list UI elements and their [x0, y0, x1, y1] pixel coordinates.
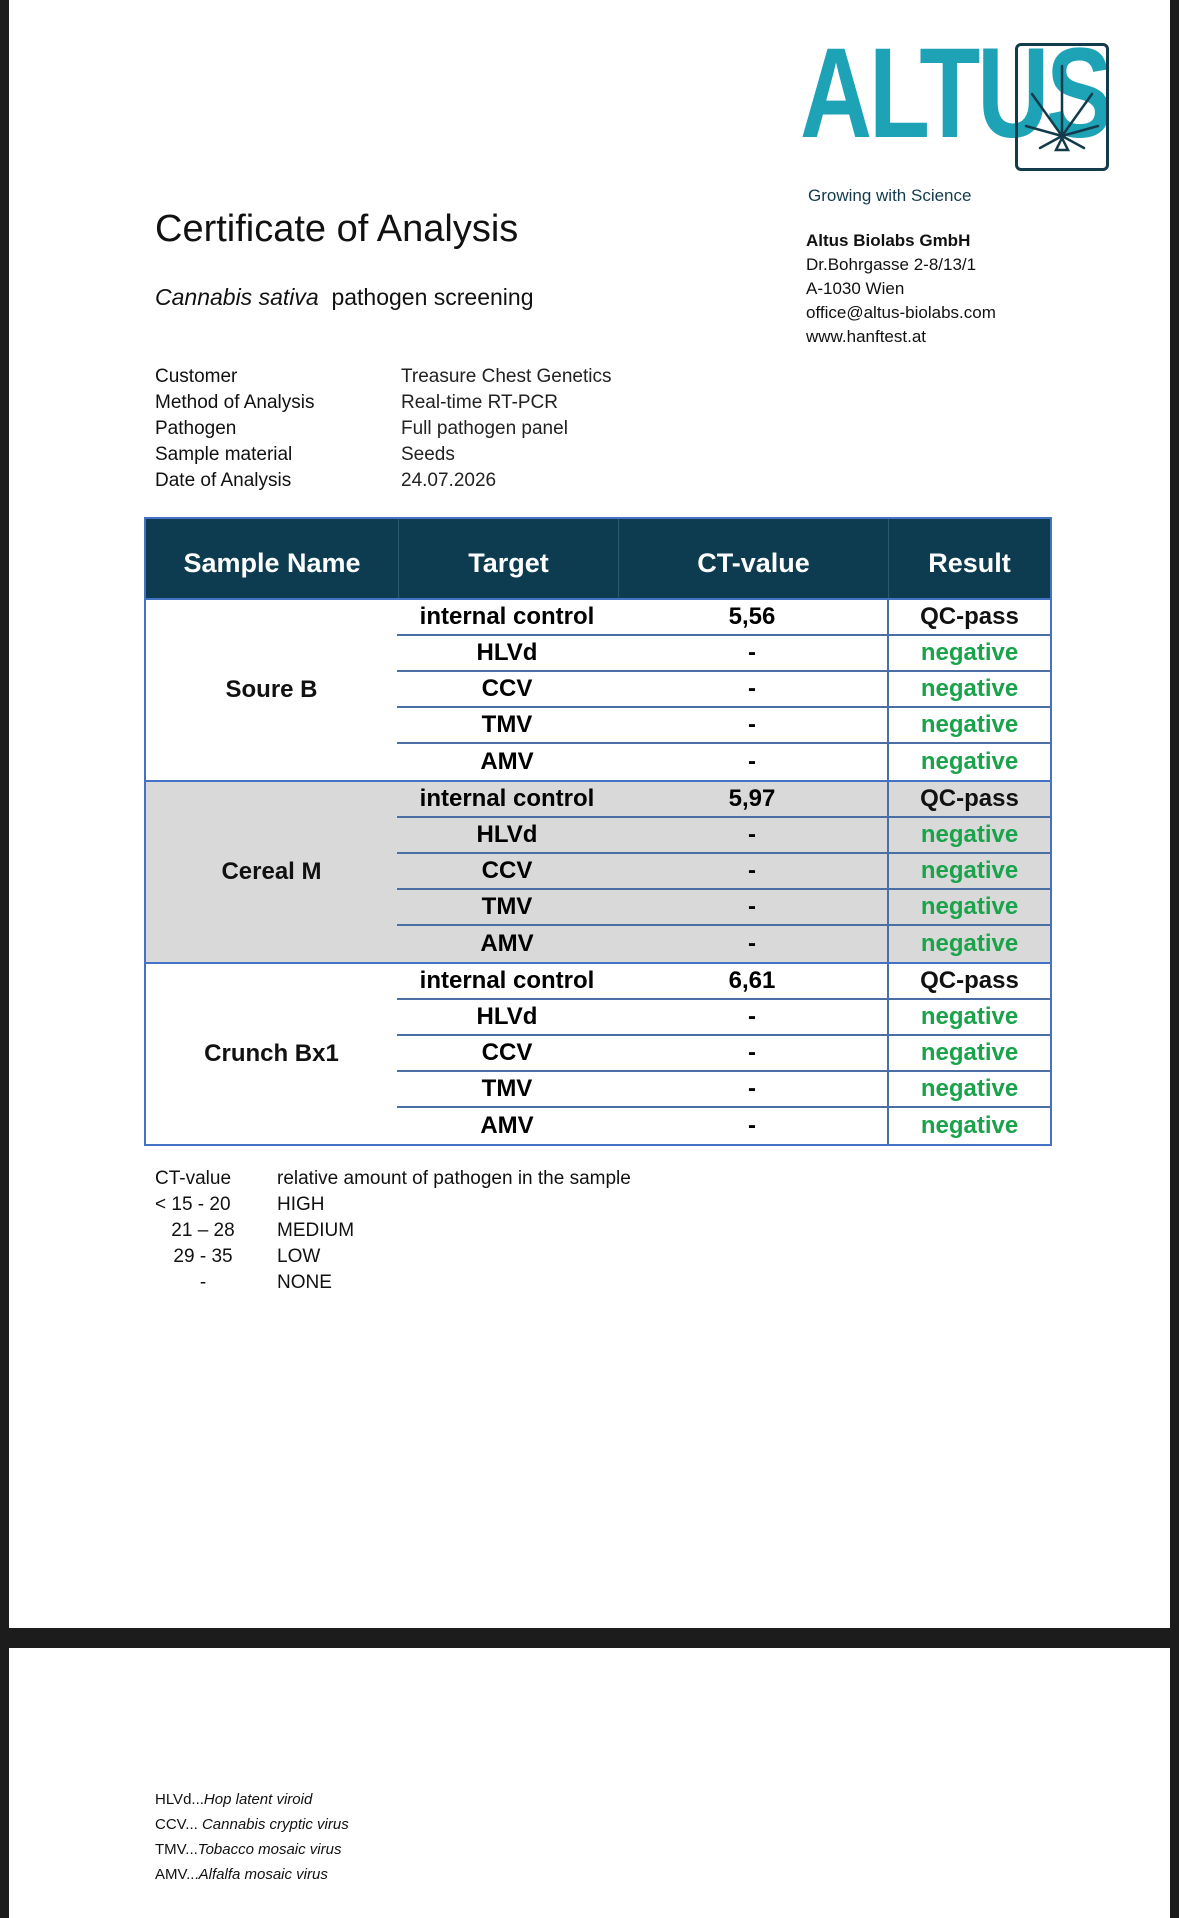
table-row	[397, 890, 1050, 926]
table-row	[397, 1036, 1050, 1072]
target-cell: HLVd	[476, 639, 538, 666]
meta-value: Real-time RT-PCR	[401, 392, 558, 413]
table-row	[397, 782, 1050, 818]
legend-value: LOW	[277, 1246, 321, 1267]
ct-value-cell: -	[748, 639, 756, 666]
target-cell: internal control	[419, 785, 595, 812]
target-cell: internal control	[419, 603, 595, 630]
sample-name-cell: Cereal M	[221, 858, 322, 885]
table-row	[397, 818, 1050, 854]
result-cell: negative	[887, 1108, 1050, 1144]
legend-key: -	[199, 1272, 207, 1293]
sample-name-cell: Crunch Bx1	[204, 1040, 339, 1067]
target-cell: AMV	[480, 1112, 534, 1139]
meta-value: Full pathogen panel	[401, 418, 568, 439]
meta-row-pathogen	[155, 416, 612, 442]
result-cell: QC-pass	[887, 782, 1050, 816]
result-cell: negative	[887, 926, 1050, 962]
meta-row-customer	[155, 364, 612, 390]
meta-key: Pathogen	[155, 418, 237, 439]
abbr-row	[155, 1812, 349, 1837]
result-cell: negative	[887, 744, 1050, 780]
meta-row-sample-material	[155, 442, 612, 468]
table-header	[146, 519, 1050, 598]
ct-value-cell: -	[748, 675, 756, 702]
meta-key: Date of Analysis	[155, 470, 292, 491]
subtitle-rest: pathogen screening	[331, 284, 534, 310]
header-ct-value: CT-value	[619, 519, 889, 598]
table-row	[397, 926, 1050, 962]
target-cell: AMV	[480, 748, 534, 775]
ct-value-cell: -	[748, 893, 756, 920]
sample-rows	[397, 964, 1050, 1144]
table-row	[397, 600, 1050, 636]
abbr-row	[155, 1787, 349, 1812]
abbr-meaning: Tobacco mosaic virus	[197, 1841, 342, 1858]
target-cell: HLVd	[476, 1003, 538, 1030]
abbr-key: TMV...	[155, 1841, 198, 1858]
lab-address	[806, 229, 996, 349]
sample-rows	[397, 600, 1050, 780]
target-cell: CCV	[481, 675, 533, 702]
header-target: Target	[399, 519, 619, 598]
table-row	[397, 708, 1050, 744]
target-cell: TMV	[481, 1075, 533, 1102]
legend-row	[155, 1166, 631, 1192]
ct-value-cell: -	[748, 1003, 756, 1030]
analysis-metadata	[155, 364, 612, 494]
page-title: Certificate of Analysis	[155, 208, 519, 250]
legend-row	[155, 1192, 631, 1218]
abbr-key: HLVd...	[155, 1791, 204, 1808]
result-cell: negative	[887, 636, 1050, 670]
table-row	[397, 854, 1050, 890]
meta-key: Method of Analysis	[155, 392, 315, 413]
legend-row	[155, 1218, 631, 1244]
meta-value: Seeds	[401, 444, 455, 465]
page-2	[9, 1648, 1170, 1918]
header-result: Result	[928, 548, 1011, 578]
ct-value-cell: -	[748, 1075, 756, 1102]
target-cell: TMV	[481, 893, 533, 920]
sample-group	[146, 598, 1050, 780]
address-street: Dr.Bohrgasse 2-8/13/1	[806, 255, 977, 274]
abbr-meaning: Alfalfa mosaic virus	[198, 1866, 328, 1883]
table-row	[397, 1000, 1050, 1036]
result-cell: negative	[887, 854, 1050, 888]
table-row	[397, 964, 1050, 1000]
meta-value: 24.07.2026	[401, 470, 497, 491]
result-cell: negative	[887, 818, 1050, 852]
target-cell: CCV	[481, 1039, 533, 1066]
result-cell: QC-pass	[887, 964, 1050, 998]
ct-value-cell: -	[748, 857, 756, 884]
ct-value-cell: -	[748, 821, 756, 848]
legend-row	[155, 1244, 631, 1270]
abbreviations-list	[155, 1787, 349, 1887]
ct-value-cell: -	[748, 930, 756, 957]
altus-logo-wordmark: ALTUS	[800, 22, 1110, 165]
header-sample-name: Sample Name	[146, 519, 399, 598]
target-cell: CCV	[481, 857, 533, 884]
sample-rows	[397, 782, 1050, 962]
target-cell: internal control	[419, 967, 595, 994]
result-cell: QC-pass	[887, 600, 1050, 634]
meta-value: Treasure Chest Genetics	[401, 366, 612, 387]
abbr-meaning: Hop latent viroid	[203, 1791, 313, 1808]
species-name: Cannabis sativa	[155, 284, 319, 310]
ct-value-cell: 6,61	[728, 967, 776, 994]
sample-group	[146, 962, 1050, 1144]
table-row	[397, 636, 1050, 672]
abbr-key: CCV...	[155, 1816, 202, 1833]
result-cell: negative	[887, 1036, 1050, 1070]
address-city: A-1030 Wien	[806, 279, 905, 298]
meta-row-method	[155, 390, 612, 416]
ct-value-cell: 5,97	[728, 785, 776, 812]
legend-value: MEDIUM	[277, 1220, 355, 1241]
target-cell: HLVd	[476, 821, 538, 848]
abbr-row	[155, 1837, 349, 1862]
results-table	[144, 517, 1052, 1146]
ct-value-cell: -	[748, 1039, 756, 1066]
logo-tagline: Growing with Science	[808, 186, 972, 205]
ct-legend	[155, 1166, 631, 1296]
meta-key: Sample material	[155, 444, 293, 465]
legend-key: CT-value	[155, 1168, 232, 1189]
legend-value: HIGH	[277, 1194, 325, 1215]
address-email[interactable]: office@altus-biolabs.com	[806, 303, 996, 322]
legend-row	[155, 1270, 631, 1296]
table-row	[397, 744, 1050, 780]
legend-value: relative amount of pathogen in the sample	[277, 1168, 631, 1189]
target-cell: TMV	[481, 711, 533, 738]
company-name: Altus Biolabs GmbH	[806, 231, 971, 250]
meta-key: Customer	[155, 366, 238, 387]
ct-value-cell: 5,56	[728, 603, 776, 630]
address-web[interactable]: www.hanftest.at	[806, 327, 927, 346]
legend-key: < 15 - 20	[155, 1194, 231, 1215]
legend-key: 29 - 35	[173, 1246, 233, 1267]
page-1	[9, 0, 1170, 1628]
abbr-row	[155, 1862, 349, 1887]
ct-value-cell: -	[748, 748, 756, 775]
table-row	[397, 672, 1050, 708]
table-body	[146, 598, 1050, 1144]
abbr-meaning: Cannabis cryptic virus	[201, 1816, 349, 1833]
result-cell: negative	[887, 1000, 1050, 1034]
target-cell: AMV	[480, 930, 534, 957]
result-cell: negative	[887, 672, 1050, 706]
legend-key: 21 – 28	[171, 1220, 235, 1241]
page-subtitle	[155, 284, 534, 311]
table-row	[397, 1072, 1050, 1108]
result-cell: negative	[887, 708, 1050, 742]
cannabis-leaf-logo-icon	[1015, 43, 1109, 171]
ct-value-cell: -	[748, 1112, 756, 1139]
sample-name-cell: Soure B	[225, 676, 318, 703]
abbr-key: AMV...	[155, 1866, 199, 1883]
legend-value: NONE	[277, 1272, 332, 1293]
result-cell: negative	[887, 1072, 1050, 1106]
result-cell: negative	[887, 890, 1050, 924]
sample-group	[146, 780, 1050, 962]
table-row	[397, 1108, 1050, 1144]
meta-row-date	[155, 468, 612, 494]
ct-value-cell: -	[748, 711, 756, 738]
